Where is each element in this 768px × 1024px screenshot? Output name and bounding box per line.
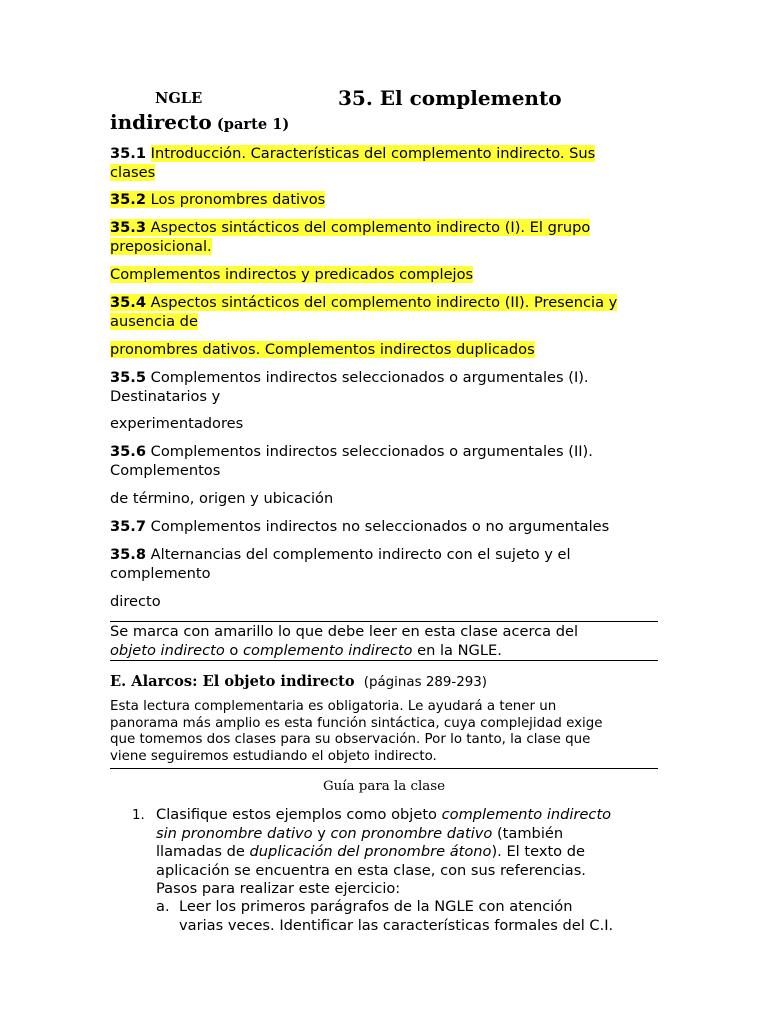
index-item-35-4-extra <box>110 341 658 360</box>
alarcos-pages: (páginas 289-293) <box>363 675 487 690</box>
alarcos-line: Esta lectura complementaria es obligatoria. Le ayudará a tener un <box>110 699 557 714</box>
index-number: 35.5 <box>110 369 147 386</box>
index-item-35-6 <box>110 443 658 480</box>
index-item-35-1 <box>110 145 658 182</box>
index-item-35-3-extra <box>110 266 658 285</box>
guide-text-italic: duplicación del pronombre átono <box>249 843 492 860</box>
guide-text: ). El texto de <box>491 843 585 860</box>
alarcos-line: que tomemos dos clases para su observación. Por lo tanto, la clase que <box>110 732 591 748</box>
divider <box>110 660 658 661</box>
index-text: Alternancias del complemento indirecto con el sujeto y el <box>150 546 571 563</box>
guide-subitem-text: varias veces. Identificar las características formales del C.I. <box>179 916 614 934</box>
divider <box>110 768 658 769</box>
index-text-cont: Complementos <box>110 461 221 479</box>
index-text-extra: directo <box>110 593 161 610</box>
index-text-cont: preposicional. <box>110 237 212 255</box>
guide-text: llamadas de <box>156 843 250 860</box>
index-item-35-7 <box>110 518 670 537</box>
guide-item-1-marker: 1. <box>132 808 145 823</box>
alarcos-body <box>110 699 670 765</box>
note-line-1: Se marca con amarillo lo que debe leer en esta clase acerca del <box>110 623 579 640</box>
guide-text: Clasifique estos ejemplos como objeto <box>156 806 442 823</box>
alarcos-line: viene seguiremos estudiando el objeto indirecto. <box>110 748 437 764</box>
index-number: 35.3 <box>110 219 147 236</box>
index-item-35-3 <box>110 219 658 256</box>
index-text-extra: Complementos indirectos y predicados complejos <box>110 266 474 283</box>
index-number: 35.1 <box>110 145 147 162</box>
index-text-cont: complemento <box>110 564 211 582</box>
note-end: en la NGLE. <box>412 641 502 659</box>
index-number: 35.6 <box>110 443 147 460</box>
guide-text: Pasos para realizar este ejercicio: <box>156 880 401 897</box>
index-text-cont: clases <box>110 163 156 181</box>
highlight-note <box>110 623 658 660</box>
index-item-35-2 <box>110 191 658 210</box>
index-text: Complementos indirectos seleccionados o argumentales (I). <box>150 369 589 386</box>
index-text-extra: experimentadores <box>110 415 244 432</box>
index-item-35-8 <box>110 546 658 583</box>
index-number: 35.2 <box>110 191 147 208</box>
index-number: 35.7 <box>110 518 147 535</box>
note-o: o <box>224 641 244 659</box>
guide-text: aplicación se encuentra en esta clase, con sus referencias. <box>156 861 586 879</box>
index-item-35-5-extra <box>110 415 658 434</box>
index-text-cont: Destinatarios y <box>110 387 221 405</box>
index-text-cont: ausencia de <box>110 312 198 330</box>
guide-text: y <box>312 824 331 842</box>
guide-text-italic: complemento indirecto <box>441 806 612 823</box>
guide-text-italic: con pronombre dativo <box>330 824 493 842</box>
index-text: Complementos indirectos seleccionados o argumentales (II). <box>150 443 593 460</box>
ngle-label: NGLE <box>155 90 203 107</box>
index-text: Introducción. Características del complemento indirecto. Sus <box>150 145 596 162</box>
guide-item-1 <box>156 806 676 899</box>
index-text: Complementos indirectos no seleccionados o no argumentales <box>150 518 610 535</box>
index-text: Aspectos sintácticos del complemento indirecto (I). El grupo <box>150 219 591 236</box>
guide-text: (también <box>492 824 564 842</box>
index-item-35-5 <box>110 369 658 406</box>
index-number: 35.4 <box>110 294 147 311</box>
guide-subitem-text: Leer los primeros parágrafos de la NGLE con atención <box>179 898 573 915</box>
index-text: Los pronombres dativos <box>150 191 326 208</box>
index-text: Aspectos sintácticos del complemento indirecto (II). Presencia y <box>150 294 618 311</box>
guide-subitem-a-marker: a. <box>156 898 170 915</box>
guide-text-italic: sin pronombre dativo <box>156 824 313 842</box>
page-title: 35. El complemento <box>338 86 562 110</box>
alarcos-title: E. Alarcos: El objeto indirecto <box>110 673 355 690</box>
note-obj: objeto indirecto <box>110 641 225 659</box>
index-item-35-6-extra <box>110 490 658 509</box>
index-text-extra: pronombres dativos. Complementos indirectos duplicados <box>110 341 535 358</box>
alarcos-line: panorama más amplio es esta función sintáctica, cuya complejidad exige <box>110 715 603 731</box>
page-title-continuation <box>110 110 289 134</box>
guide-title: Guía para la clase <box>322 779 446 794</box>
index-item-35-4 <box>110 294 670 331</box>
index-item-35-8-extra <box>110 593 658 612</box>
guide-subitem-a <box>179 898 669 935</box>
divider <box>110 621 658 622</box>
note-comp: complemento indirecto <box>243 641 413 659</box>
page-title-part: (parte 1) <box>216 116 290 133</box>
alarcos-heading <box>110 671 487 690</box>
index-number: 35.8 <box>110 546 147 563</box>
page-title-word: indirecto <box>110 110 212 134</box>
index-text-extra: de término, origen y ubicación <box>110 490 334 507</box>
